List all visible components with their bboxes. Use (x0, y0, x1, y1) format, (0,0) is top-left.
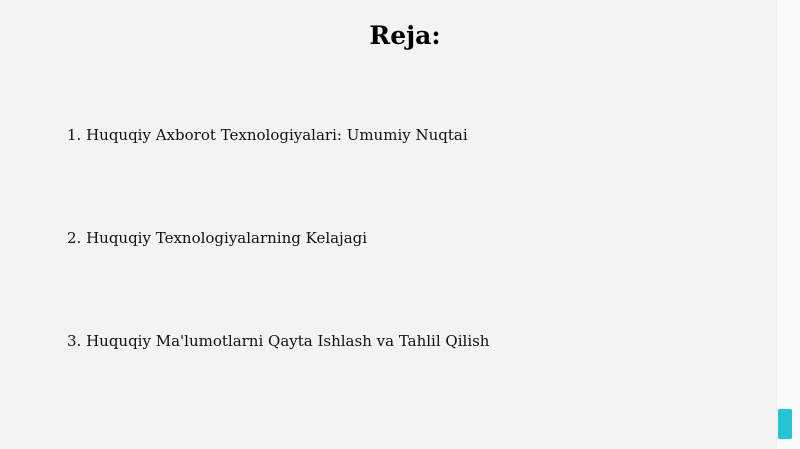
plan-item-1: 1. Huquqiy Axborot Texnologiyalari: Umumiy Nuqtai (67, 126, 468, 144)
plan-item-3: 3. Huquqiy Ma'lumotlarni Qayta Ishlash va Tahlil Qilish (67, 332, 490, 350)
scrollbar-thumb[interactable] (778, 409, 792, 439)
plan-item-2: 2. Huquqiy Texnologiyalarning Kelajagi (67, 229, 368, 247)
scrollbar-track[interactable] (776, 0, 800, 449)
slide-title: Reja: (369, 21, 441, 50)
